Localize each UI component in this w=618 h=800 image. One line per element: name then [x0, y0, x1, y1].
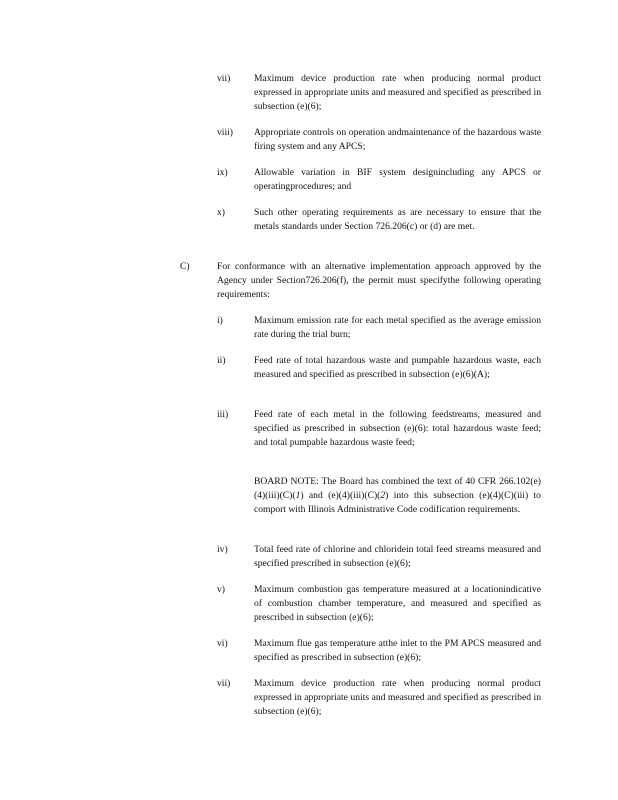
- list-item: Such other operating requirements as are necessary to ensure that the metals standards under Section 726.206(c) or (d) are met.: [254, 207, 541, 232]
- board-note-text: BOARD NOTE: The Board has combined the text of 40 CFR 266.102(e)(4)(iii)(C)(: [254, 476, 541, 501]
- item-marker: iv): [217, 544, 228, 555]
- board-note-number: 1: [295, 490, 301, 501]
- list-item: Maximum combustion gas temperature measured at a locationindicative of combustion chamber temperature, and measured and specified as prescribed in subsection (e)(6);: [254, 584, 541, 623]
- item-marker: iii): [217, 409, 229, 420]
- section-paragraph: For conformance with an alternative implementation approach approved by the Agency under Section726.206(f), the permit must specifythe following operating requirements:: [217, 261, 541, 300]
- item-marker: vii): [217, 73, 231, 84]
- list-item: Maximum device production rate when producing normal product expressed in appropriate units and measured and specified as prescribed in subsection (e)(6);: [254, 73, 541, 112]
- board-note-text: ) and (e)(4)(iii)(C)(: [300, 490, 381, 501]
- list-item: Total feed rate of chlorine and chloridein total feed streams measured and specified prescribed in subsection (e)(6);: [254, 544, 541, 569]
- item-marker: ii): [217, 355, 226, 366]
- item-marker: x): [217, 207, 225, 218]
- list-item: Maximum flue gas temperature atthe inlet to the PM APCS measured and specified as prescribed in subsection (e)(6);: [254, 638, 541, 663]
- board-note-number: 2: [380, 490, 386, 501]
- item-marker: ix): [217, 167, 228, 178]
- list-item: Maximum emission rate for each metal specified as the average emission rate during the trial burn;: [254, 315, 541, 340]
- board-note: [254, 475, 541, 517]
- item-marker: vii): [217, 678, 231, 689]
- list-item: Maximum device production rate when producing normal product expressed in appropriate units and measured and specified as prescribed in subsection (e)(6);: [254, 678, 541, 717]
- section-marker: C): [180, 261, 190, 272]
- item-marker: i): [217, 315, 223, 326]
- item-marker: vi): [217, 638, 228, 649]
- board-note-text: ) into this subsection (e)(4)(C)(iii) to comport with Illinois Administrative Code codification requirements.: [254, 490, 541, 515]
- item-marker: viii): [217, 127, 233, 138]
- list-item: Allowable variation in BIF system designincluding any APCS or operatingprocedures; and: [254, 167, 541, 192]
- list-item: Appropriate controls on operation andmaintenance of the hazardous waste firing system and any APCS;: [254, 127, 541, 152]
- list-item: Feed rate of each metal in the following feedstreams, measured and specified as prescribed in subsection (e)(6): total hazardous waste feed; and total pumpable hazardous waste feed;: [254, 409, 541, 448]
- list-item: Feed rate of total hazardous waste and pumpable hazardous waste, each measured and specified as prescribed in subsection (e)(6)(A);: [254, 355, 541, 380]
- item-marker: v): [217, 584, 225, 595]
